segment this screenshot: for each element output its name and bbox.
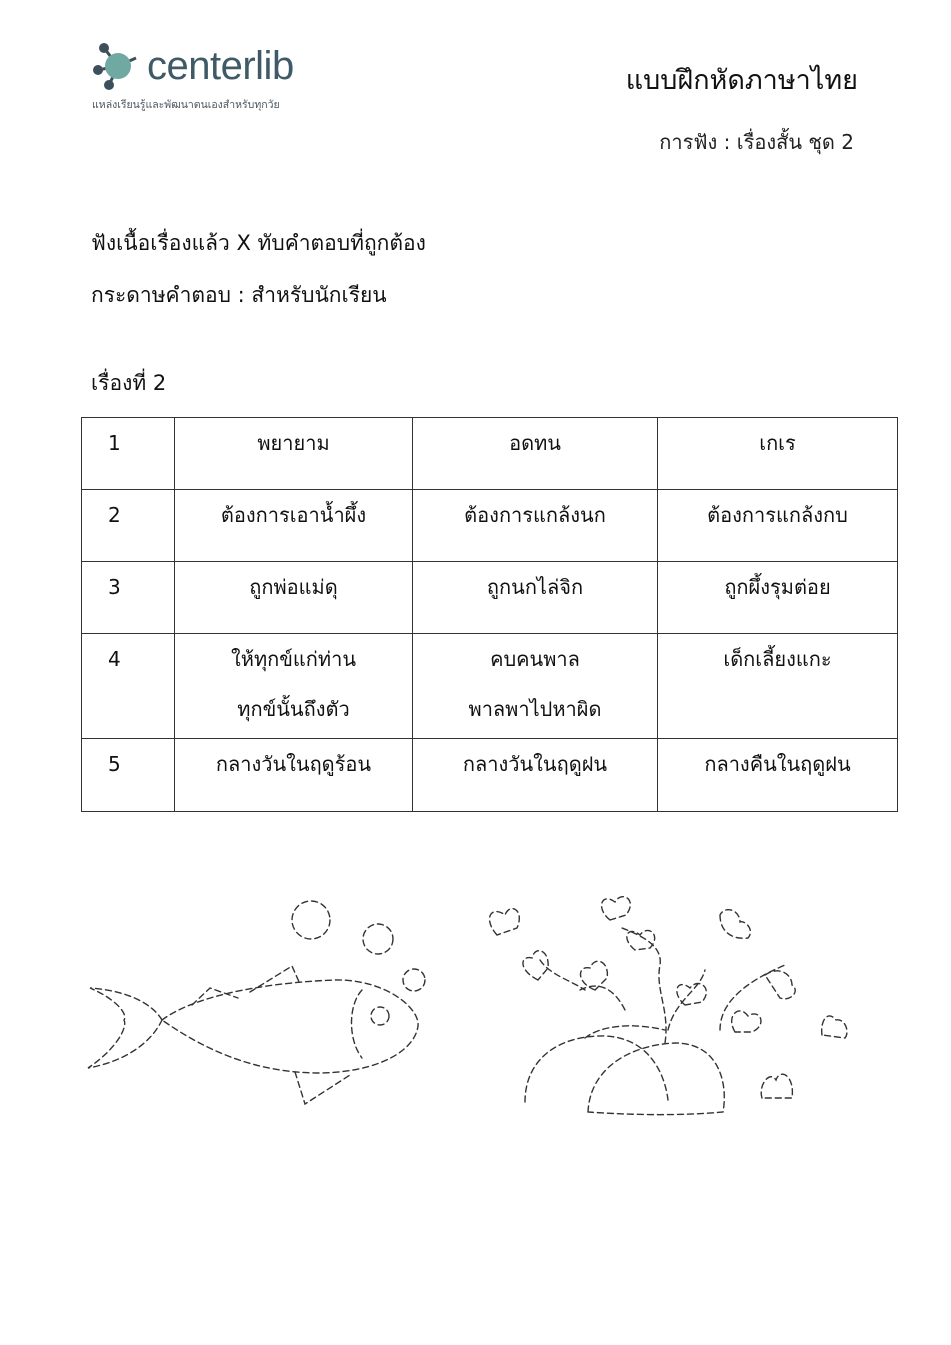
page-title: แบบฝึกหัดภาษาไทย [625, 65, 858, 96]
option-text: ทุกข์นั้นถึงตัว [237, 697, 350, 721]
option-text: เกเร [759, 431, 796, 455]
instruction-line: ฟังเนื้อเรื่องแล้ว X ทับคำตอบที่ถูกต้อง [91, 231, 426, 255]
answer-option[interactable] [175, 490, 413, 562]
table-row [82, 418, 898, 490]
option-text: กลางคืนในฤดูฝน [704, 752, 851, 776]
option-text: เด็กเลี้ยงแกะ [723, 647, 832, 671]
option-text: ถูกผึ้งรุมต่อย [724, 575, 831, 599]
answer-option[interactable] [658, 634, 898, 739]
option-text: กลางวันในฤดูฝน [462, 752, 608, 776]
answer-option[interactable] [658, 562, 898, 634]
hearts-plant-drawing [489, 897, 846, 1115]
story-label: เรื่องที่ 2 [91, 371, 167, 395]
answer-sheet-label: กระดาษคำตอบ : สำหรับนักเรียน [91, 283, 387, 307]
answer-table [81, 417, 898, 812]
option-text: ถูกพ่อแม่ดุ [249, 575, 338, 599]
table-row [82, 562, 898, 634]
page-subtitle: การฟัง : เรื่องสั้น ชุด 2 [659, 130, 854, 154]
question-number: 5 [82, 739, 175, 812]
logo-wordmark: centerlib [147, 44, 294, 88]
table-row [82, 739, 898, 812]
answer-option[interactable] [658, 418, 898, 490]
answer-option[interactable] [175, 634, 413, 739]
answer-option[interactable] [658, 490, 898, 562]
answer-option[interactable] [658, 739, 898, 812]
option-text: คบคนพาล [490, 647, 580, 671]
question-number: 3 [82, 562, 175, 634]
answer-option[interactable] [413, 634, 658, 739]
option-text: ให้ทุกข์แก่ท่าน [231, 647, 356, 671]
logo-tagline: แหล่งเรียนรู้และพัฒนาตนเองสำหรับทุกวัย [92, 99, 280, 111]
question-number: 2 [82, 490, 175, 562]
question-number: 1 [82, 418, 175, 490]
fish-drawing [88, 901, 425, 1104]
option-text: พาลพาไปหาผิด [468, 697, 602, 721]
answer-option[interactable] [175, 739, 413, 812]
answer-option[interactable] [413, 490, 658, 562]
option-text: อดทน [509, 431, 561, 455]
tracing-drawings [80, 880, 880, 1140]
question-number: 4 [82, 634, 175, 739]
answer-option[interactable] [413, 418, 658, 490]
option-text: กลางวันในฤดูร้อน [215, 752, 372, 776]
table-row [82, 634, 898, 739]
answer-option[interactable] [175, 418, 413, 490]
centerlib-logo [92, 40, 352, 115]
answer-option[interactable] [413, 562, 658, 634]
answer-option[interactable] [413, 739, 658, 812]
option-text: ต้องการเอาน้ำผึ้ง [220, 503, 367, 527]
option-text: พยายาม [257, 431, 330, 455]
option-text: ถูกนกไล่จิก [486, 575, 584, 599]
table-row [82, 490, 898, 562]
answer-option[interactable] [175, 562, 413, 634]
option-text: ต้องการแกล้งกบ [707, 503, 848, 527]
option-text: ต้องการแกล้งนก [464, 503, 606, 527]
logo-molecule-icon [92, 40, 148, 96]
